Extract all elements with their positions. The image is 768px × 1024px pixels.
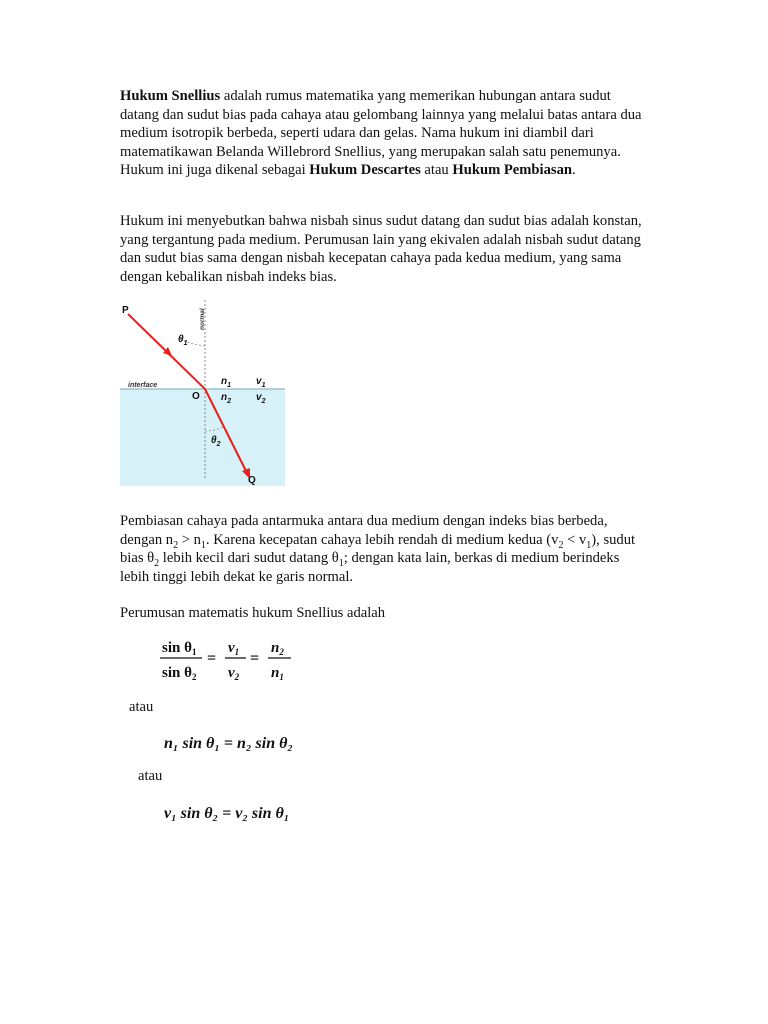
svg-text:n₁ sin θ₁ = n₂ sin θ₂: n₁ sin θ₁ = n₂ sin θ₂ (164, 735, 293, 752)
caption-text-3: . Karena kecepatan cahaya lebih rendah di medium kedua (v (205, 531, 559, 548)
paragraph-figure-caption (120, 512, 650, 586)
svg-text:v₁ sin θ₂ = v₂ sin θ₁: v₁ sin θ₂ = v₂ sin θ₁ (164, 805, 290, 822)
caption-text-4: < v (563, 531, 587, 548)
label-n1: $n_1$ (221, 376, 232, 389)
label-n2: $n_2$ (221, 392, 232, 405)
paragraph-law-statement: Hukum ini menyebutkan bahwa nisbah sinus sudut datang dan sudut bias adalah konstan, yang tergantung pada medium. Perumusan lain yang ekivalen adalah nisbah sudut datang dan sudut bias sama dengan nisbah kecepatan cahaya pada kedua medium, yang sama dengan kebalikan nisbah indeks bias. (120, 213, 642, 285)
refraction-diagram (120, 300, 285, 486)
label-v2: $v_2$ (256, 392, 266, 405)
medium-2-region (120, 389, 285, 486)
label-o: O (192, 391, 200, 402)
label-normal: normal (199, 308, 206, 330)
label-theta1: $\theta_1$ (178, 334, 188, 347)
svg-text:v1: $v_1$ (228, 640, 240, 657)
label-interface: interface (128, 382, 158, 389)
caption-sub-3: 2 (558, 539, 564, 551)
label-q: Q (248, 475, 256, 486)
intro-text-3: . (572, 162, 576, 179)
term-hukum-descartes: Hukum Descartes (309, 162, 421, 179)
svg-text:n1: $n_1$ (271, 665, 284, 682)
caption-text-7: ; dengan kata lain, berkas di medium berindeks lebih tinggi lebih dekat ke garis normal. (120, 550, 620, 585)
label-theta2: $\theta_2$ (211, 435, 221, 448)
svg-text:n2: $n_2$ (271, 640, 284, 657)
caption-text-5: ), sudut bias θ (120, 531, 636, 567)
atau-label-2: atau (138, 768, 163, 784)
intro-text-1: adalah rumus matematika yang memerikan hubungan antara sudut datang dan sudut bias pada cahaya atau gelombang lainnya yang melalui batas antara dua medium isotropik berbeda, seperti udara dan gelas. Nama hukum ini diambil dari matematikawan Belanda Willebrord Snellius, yang merupakan salah satu penemunya. Hukum ini juga dikenal sebagai (120, 88, 642, 179)
svg-text:sin θ1: $\sin \theta_1$ (162, 640, 197, 657)
svg-text:=: = (250, 650, 260, 667)
equation-snell-ratio (158, 636, 298, 682)
paragraph-formula-intro: Perumusan matematis hukum Snellius adalah (120, 605, 386, 621)
intro-text-2: atau (420, 162, 453, 179)
term-hukum-snellius: Hukum Snellius (120, 88, 221, 104)
caption-text-2: > n (178, 531, 201, 548)
svg-text:sin θ2: $\sin \theta_2$ (162, 665, 197, 682)
svg-text:=: = (207, 650, 217, 667)
term-hukum-pembiasan: Hukum Pembiasan (452, 162, 572, 179)
caption-text-1: Pembiasan cahaya pada antarmuka antara dua medium dengan indeks bias berbeda, dengan n (120, 513, 608, 548)
caption-sub-2: 1 (200, 539, 206, 551)
label-v1: $v_1$ (256, 376, 266, 389)
caption-sub-4: 1 (586, 539, 592, 551)
label-p: P (122, 305, 129, 316)
caption-sub-5: 2 (154, 558, 160, 570)
atau-label-1: atau (129, 699, 154, 715)
caption-sub-1: 2 (173, 539, 179, 551)
caption-text-6: lebih kecil dari sudut datang θ (159, 550, 339, 567)
equation-snell-velocity (162, 800, 312, 826)
svg-text:v2: $v_2$ (228, 665, 240, 682)
equation-snell-index (162, 730, 312, 756)
paragraph-intro (120, 87, 650, 180)
caption-sub-6: 1 (338, 558, 344, 570)
